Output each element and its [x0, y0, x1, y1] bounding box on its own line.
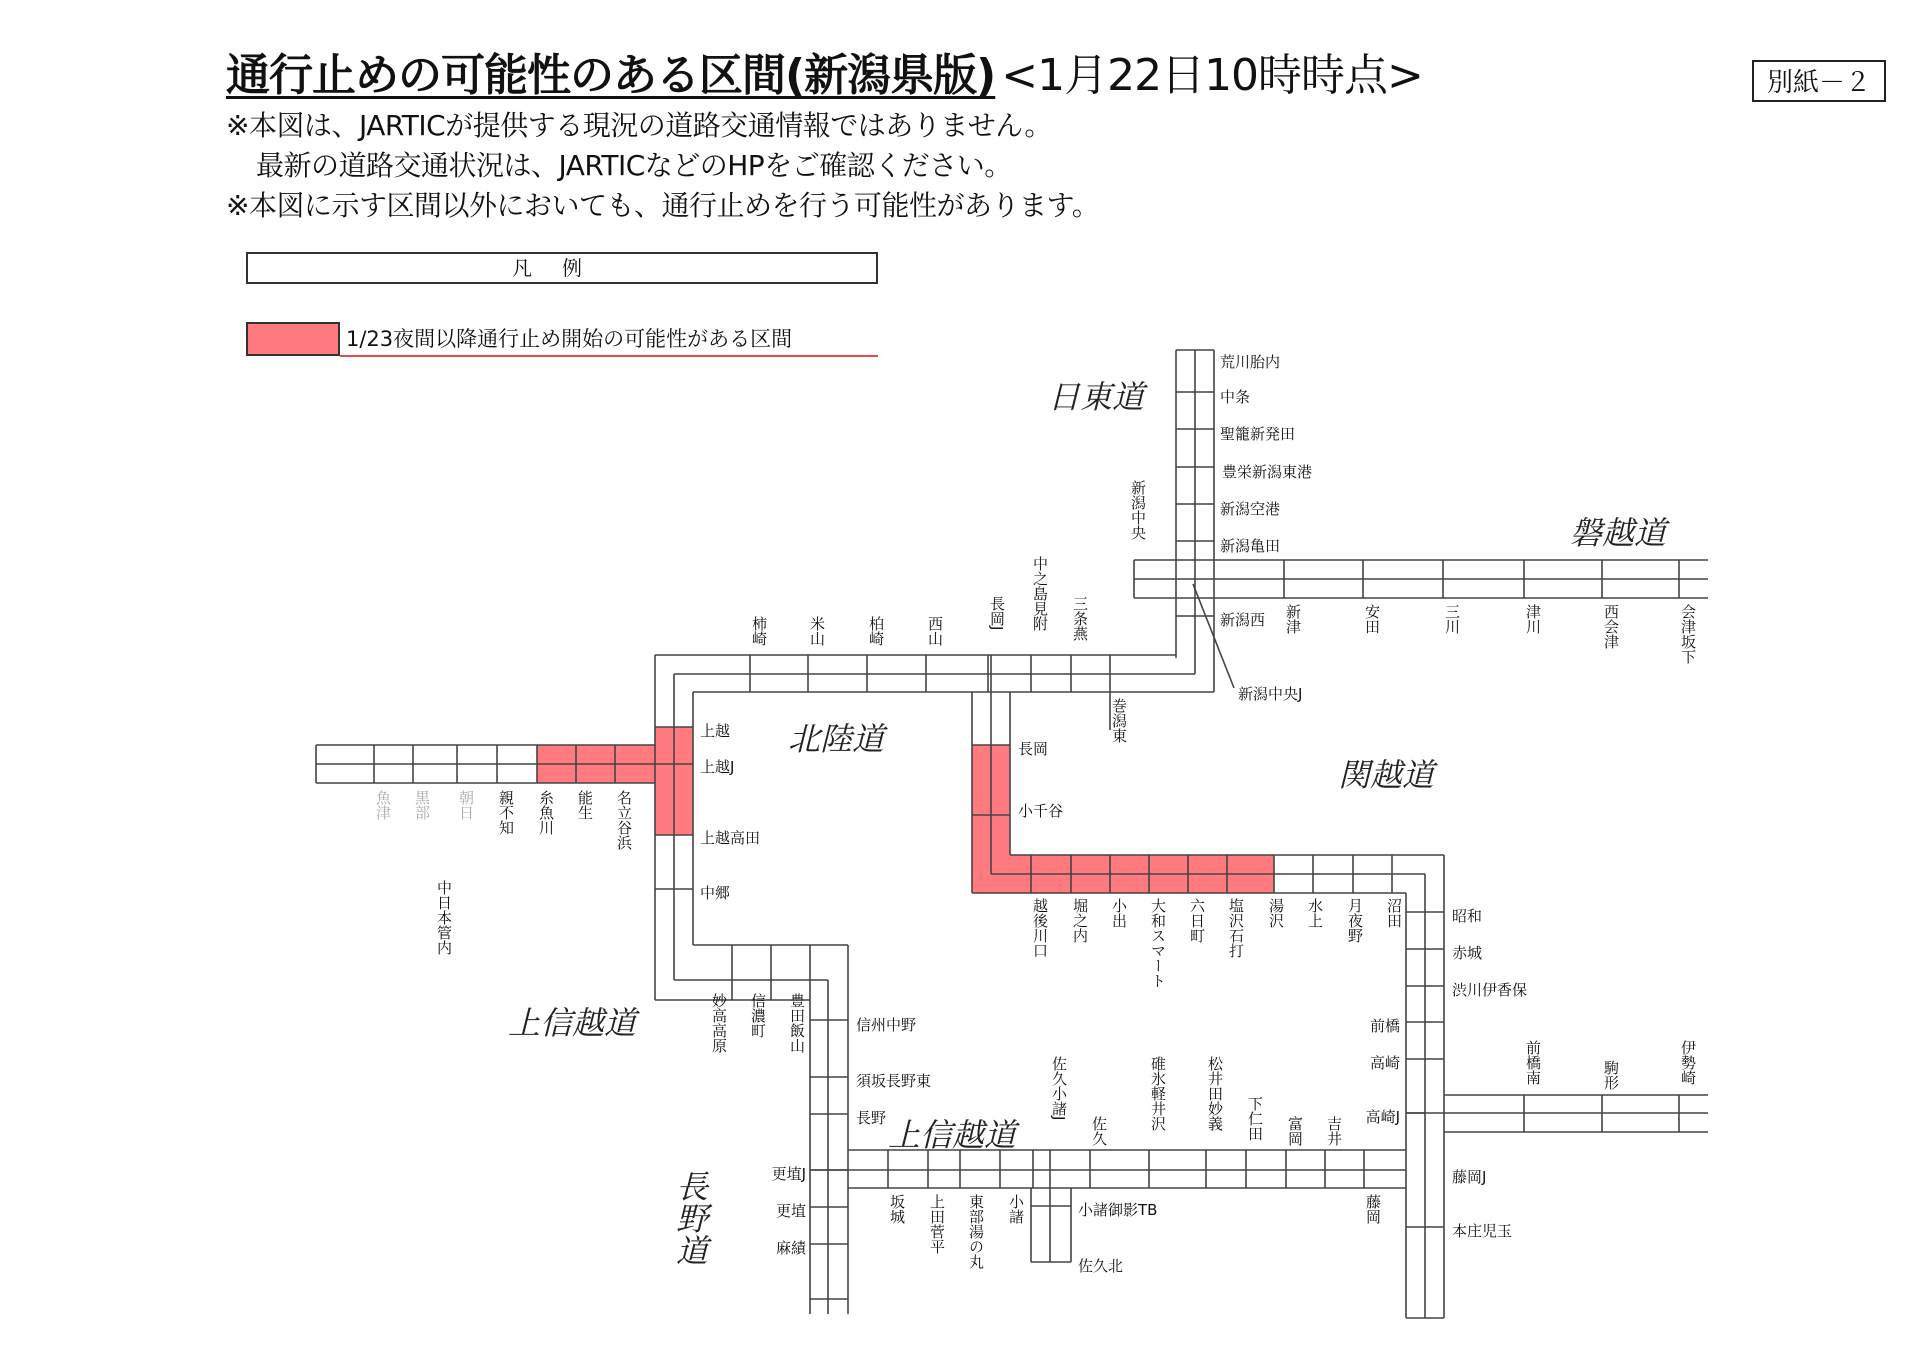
ic-label: 小出	[1110, 898, 1128, 928]
ic-label: 柿崎	[750, 616, 768, 646]
ic-label: 須坂長野東	[856, 1072, 932, 1090]
ic-label: 塩沢石打	[1227, 898, 1245, 958]
ic-label: 親不知	[497, 790, 515, 835]
ic-label: 柏崎	[867, 616, 885, 646]
ic-label: 前橋	[1369, 1017, 1400, 1035]
central-nexco-note: 中日本管内	[435, 880, 453, 955]
ic-label-out-of-scope: 黒部	[413, 790, 431, 820]
ic-label: 三条燕	[1071, 596, 1089, 641]
ic-label: 中条	[1220, 388, 1251, 406]
ic-label: 上越高田	[700, 829, 761, 847]
ic-label: 巻潟東	[1110, 698, 1128, 743]
ic-label-out-of-scope: 朝日	[457, 790, 475, 820]
ic-label: 小諸御影TB	[1078, 1201, 1158, 1219]
road-lines	[316, 350, 1708, 1318]
ic-label: 高崎	[1369, 1054, 1400, 1072]
ic-label: 藤岡	[1364, 1194, 1382, 1224]
ic-label: 西山	[926, 616, 944, 646]
ic-label: 上越	[700, 722, 731, 740]
ic-label: 六日町	[1188, 898, 1206, 943]
ic-label: 赤城	[1452, 944, 1483, 962]
ic-label: 湯沢	[1267, 898, 1285, 928]
title-date: <1月22日10時時点>	[1001, 50, 1423, 101]
ic-label: 藤岡J	[1452, 1168, 1487, 1186]
ic-label: 新潟西	[1220, 611, 1266, 629]
ic-label: 松井田妙義	[1206, 1056, 1224, 1131]
ic-label: 豊栄新潟東港	[1222, 463, 1313, 481]
legend-title: 凡例	[246, 252, 878, 284]
ic-label: 駒形	[1602, 1060, 1620, 1090]
ic-label: 長岡J	[988, 596, 1006, 631]
ic-label: 豊田飯山	[788, 993, 806, 1053]
ic-label: 更埴J	[771, 1165, 806, 1183]
road-name-kanetsu: 関越道	[1338, 756, 1435, 794]
road-name-nichito: 日東道	[1048, 378, 1145, 416]
note-1: ※本図は、JARTICが提供する現況の道路交通情報ではありません。	[226, 109, 1052, 142]
ic-label: 渋川伊香保	[1452, 981, 1528, 999]
ic-label: 信濃町	[749, 993, 767, 1038]
ic-label: 荒川胎内	[1220, 353, 1281, 371]
ic-label: 小諸	[1007, 1194, 1025, 1224]
ic-label: 会津坂下	[1679, 604, 1697, 664]
ic-label: 伊勢崎	[1679, 1040, 1697, 1085]
ic-label-out-of-scope: 魚津	[374, 790, 392, 820]
ic-label: 糸魚川	[537, 790, 555, 835]
ic-label: 上越J	[700, 758, 735, 776]
title-main: 通行止めの可能性のある区間(新潟県版)	[226, 50, 996, 101]
attachment-badge: 別紙－２	[1752, 60, 1886, 102]
ic-label: 佐久小諸J	[1050, 1056, 1068, 1121]
ic-label: 新潟中央J	[1238, 685, 1303, 703]
ic-label: 佐久	[1090, 1116, 1108, 1146]
ic-label: 佐久北	[1078, 1257, 1124, 1275]
horizontal-labels	[700, 353, 1527, 1275]
ic-label: 本庄児玉	[1452, 1222, 1513, 1240]
ic-label: 米山	[808, 616, 826, 646]
ic-label: 坂城	[888, 1194, 906, 1224]
ic-label: 新潟中央	[1129, 480, 1147, 540]
ic-label: 小千谷	[1018, 802, 1064, 820]
road-name-hokuriku: 北陸道	[788, 720, 885, 758]
road-name-joshinetsu-north: 上信越道	[508, 1004, 637, 1042]
ic-label: 東部湯の丸	[967, 1194, 985, 1269]
note-3: ※本図に示す区間以外においても、通行止めを行う可能性があります。	[226, 189, 1100, 222]
ic-label: 越後川口	[1031, 898, 1049, 958]
legend-label-closure: 1/23夜間以降通行止め開始の可能性がある区間	[346, 327, 793, 351]
ic-label: 前橋南	[1524, 1040, 1542, 1085]
note-2: 最新の道路交通状況は、JARTICなどのHPをご確認ください。	[256, 149, 1012, 182]
ic-label: 月夜野	[1346, 898, 1364, 943]
ic-label: 聖籠新発田	[1220, 425, 1296, 443]
ic-label: 能生	[576, 790, 594, 820]
ic-label: 中郷	[700, 884, 731, 902]
ic-label: 妙高高原	[710, 993, 728, 1053]
road-name-bandaietsu: 磐越道	[1570, 514, 1667, 552]
ic-label: 津川	[1524, 604, 1542, 634]
ic-label: 西会津	[1602, 604, 1620, 649]
ic-label: 下仁田	[1246, 1096, 1264, 1141]
ic-label: 上田菅平	[928, 1194, 946, 1254]
road-name-nagano: 長野道	[671, 1170, 709, 1266]
ic-label: 吉井	[1325, 1116, 1343, 1146]
ic-label: 新津	[1284, 604, 1302, 634]
ic-label: 高崎J	[1365, 1108, 1400, 1126]
ic-label: 大和スマート	[1149, 898, 1167, 988]
road-name-joshinetsu-south: 上信越道	[888, 1116, 1017, 1154]
ic-label: 新潟亀田	[1220, 537, 1281, 555]
ic-label: 安田	[1363, 604, 1381, 634]
ic-label: 長野	[856, 1109, 887, 1127]
ic-label: 碓氷軽井沢	[1149, 1056, 1167, 1131]
ic-label: 長岡	[1018, 740, 1049, 758]
ic-label: 富岡	[1286, 1116, 1304, 1146]
closure-segments	[537, 727, 1274, 893]
ic-label: 堀之内	[1071, 898, 1089, 943]
ic-label: 更埴	[775, 1202, 806, 1220]
ic-label: 新潟空港	[1220, 500, 1281, 518]
ic-label: 中之島見附	[1031, 556, 1049, 631]
ic-label: 沼田	[1385, 898, 1403, 928]
ic-label: 麻績	[775, 1239, 806, 1257]
ic-label: 信州中野	[856, 1016, 917, 1034]
ic-label: 水上	[1306, 898, 1324, 928]
ic-label: 昭和	[1452, 907, 1483, 925]
ic-label: 名立谷浜	[615, 790, 633, 850]
ic-label: 三川	[1443, 604, 1461, 634]
